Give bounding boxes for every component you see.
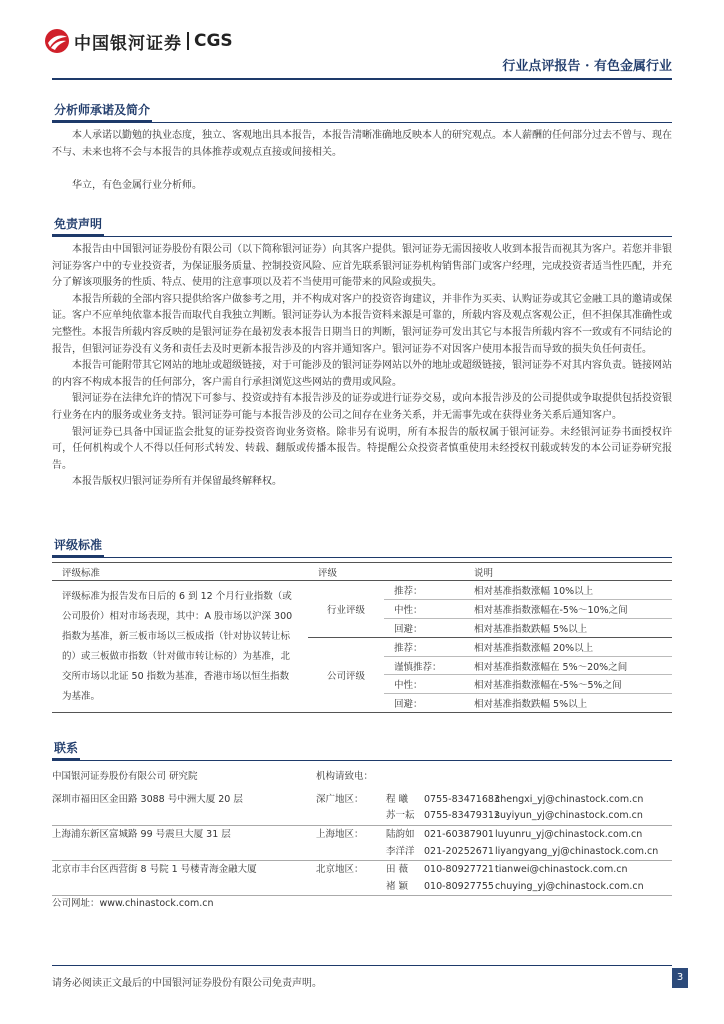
logo-text-en: CGS xyxy=(194,31,233,51)
contact-region: 北京地区： xyxy=(316,864,364,875)
page-number: 3 xyxy=(672,968,688,988)
logo-text-cn: 中国银河证券 xyxy=(74,33,182,54)
company-logo xyxy=(44,28,233,54)
rating-grade: 谨慎推荐： xyxy=(384,656,464,675)
rating-grade: 推荐： xyxy=(384,581,464,600)
contact-email-link[interactable]: luyunru_yj@chinastock.com.cn xyxy=(495,829,643,840)
company-website-link[interactable]: 公司网址：www.chinastock.com.cn xyxy=(52,898,214,909)
company-rating-label: 公司评级 xyxy=(308,637,384,713)
rating-grade-desc: 相对基准指数涨幅在 5%～20%之间 xyxy=(464,656,672,675)
institution-contact-label: 机构请致电： xyxy=(316,771,374,782)
rating-grade: 推荐： xyxy=(384,637,464,656)
contact-divider xyxy=(52,895,672,896)
contact-email-link[interactable]: tianwei@chinastock.com.cn xyxy=(495,864,628,875)
office-address: 北京市丰台区西营街 8 号院 1 号楼青海金融大厦 xyxy=(52,864,257,875)
contact-phone: 010-80927755 xyxy=(424,881,494,892)
analyst-commitment-text: 本人承诺以勤勉的执业态度，独立、客观地出具本报告，本报告清晰准确地反映本人的研究观点。本人薪酬的任何部分过去不曾与、现在不与、未来也将不会与本报告的具体推荐或观点直接或间接相关。 xyxy=(52,130,672,158)
contact-row xyxy=(52,793,672,807)
rating-grade: 回避： xyxy=(384,694,464,713)
rating-grade-desc: 相对基准指数涨幅在-5%～10%之间 xyxy=(464,599,672,618)
contact-phone: 010-80927721 xyxy=(424,864,494,875)
rating-grade: 中性： xyxy=(384,675,464,694)
rating-grade: 回避： xyxy=(384,618,464,637)
contact-header-row xyxy=(52,770,672,784)
contact-region: 上海地区： xyxy=(316,829,364,840)
section-title-disclaimer: 免责声明 xyxy=(52,214,672,237)
rating-grade-desc: 相对基准指数跌幅 5%以上 xyxy=(464,694,672,713)
contact-name: 褚 颖 xyxy=(386,881,409,892)
disclaimer-para-6: 本报告版权归银河证券所有并保留最终解释权。 xyxy=(72,476,282,488)
contact-name: 李洋洋 xyxy=(386,846,415,857)
disclaimer-para-5: 银河证券已具备中国证监会批复的证券投资咨询业务资格。除非另有说明，所有本报告的版权属于银河证券。未经银河证券书面授权许可，任何机构或个人不得以任何形式转发、转载、翻版或传播本报告。特提醒公众投资者慎重使用未经授权刊载或转发的本公司证券研究报告。 xyxy=(52,426,672,471)
contact-divider xyxy=(52,825,672,826)
disclaimer-body xyxy=(52,242,672,491)
contact-row xyxy=(52,828,672,842)
logo-divider xyxy=(187,32,189,50)
rating-grade-desc: 相对基准指数跌幅 5%以上 xyxy=(464,618,672,637)
contact-phone: 0755-83471683 xyxy=(424,794,500,805)
col-header-grade-value xyxy=(384,563,464,581)
col-header-standard: 评级标准 xyxy=(52,563,308,581)
contact-phone: 0755-83479312 xyxy=(424,810,500,821)
office-address: 上海浦东新区富城路 99 号震旦大厦 31 层 xyxy=(52,829,231,840)
analyst-intro-text: 华立，有色金属行业分析师。 xyxy=(72,180,202,191)
col-header-grade: 评级 xyxy=(308,563,384,581)
rating-grade-desc: 相对基准指数涨幅 20%以上 xyxy=(464,637,672,656)
footer-divider xyxy=(52,965,672,966)
table-row xyxy=(52,581,672,600)
report-type-label: 行业点评报告 · 有色金属行业 xyxy=(502,59,672,74)
contact-name: 苏一耘 xyxy=(386,810,415,821)
contact-row xyxy=(52,880,672,894)
disclaimer-para-3: 本报告可能附带其它网站的地址或超级链接，对于可能涉及的银河证券网站以外的地址或超级链接，银河证券不对其内容负责。链接网站的内容不构成本报告的任何部分，客户需自行承担浏览这些网站的费用或风险。 xyxy=(52,360,672,388)
rating-table xyxy=(52,562,672,713)
disclaimer-para-1: 本报告由中国银河证券股份有限公司（以下简称银河证券）向其客户提供。银河证券无需因接收人收到本报告而视其为客户。若您并非银河证券客户中的专业投资者，为保证服务质量、控制投资风险、应首先联系银河证券机构销售部门或客户经理，完成投资者适当性匹配，并充分了解该项服务的性质、特点、使用的注意事项以及若不当使用可能带来的风险或损失。 xyxy=(52,244,672,289)
research-institute-name: 中国银河证券股份有限公司 研究院 xyxy=(52,771,198,782)
footer-disclaimer-note: 请务必阅读正文最后的中国银河证券股份有限公司免责声明。 xyxy=(52,978,322,989)
section-title-rating: 评级标准 xyxy=(52,535,672,558)
contact-email-link[interactable]: chuying_yj@chinastock.com.cn xyxy=(495,881,644,892)
contact-phone: 021-20252671 xyxy=(424,846,494,857)
section-title-analyst: 分析师承诺及简介 xyxy=(52,100,672,123)
col-header-desc: 说明 xyxy=(464,563,672,581)
header-divider xyxy=(52,78,672,80)
disclaimer-para-2: 本报告所载的全部内容只提供给客户做参考之用，并不构成对客户的投资咨询建议，并非作为买卖、认购证券或其它金融工具的邀请或保证。客户不应单纯依靠本报告而取代自我独立判断。银河证券认为本报告资料来源是可靠的，所载内容及观点客观公正，但不担保其准确性或完整性。本报告所载内容反映的是银河证券在最初发表本报告日期当日的判断，银河证券可发出其它与本报告所载内容不一致或有不同结论的报告，但银河证券没有义务和责任去及时更新本报告涉及的内容并通知客户。银河证券不对因客户使用本报告而导致的损失负任何责任。 xyxy=(52,293,672,355)
contact-row xyxy=(52,845,672,859)
rating-standard-description: 评级标准为报告发布日后的 6 到 12 个月行业指数（或公司股价）相对市场表现，其中：A 股市场以沪深 300 指数为基准，新三板市场以三板成指（针对协议转让标的）或三板做市指数（针对做市转让标的）为基准，北交所市场以北证 50 指数为基准，香港市场以恒生指数为基准。 xyxy=(52,581,308,713)
section-title-contact: 联系 xyxy=(52,738,672,761)
contact-name: 陆韵如 xyxy=(386,829,415,840)
contact-divider xyxy=(52,860,672,861)
rating-grade: 中性： xyxy=(384,599,464,618)
contact-region: 深广地区： xyxy=(316,794,364,805)
contact-row xyxy=(52,809,672,823)
galaxy-logo-icon xyxy=(44,28,70,54)
rating-grade-desc: 相对基准指数涨幅 10%以上 xyxy=(464,581,672,600)
contact-phone: 021-60387901 xyxy=(424,829,494,840)
rating-grade-desc: 相对基准指数涨幅在-5%～5%之间 xyxy=(464,675,672,694)
contact-email-link[interactable]: suyiyun_yj@chinastock.com.cn xyxy=(495,810,643,821)
contact-email-link[interactable]: liyangyang_yj@chinastock.com.cn xyxy=(495,846,659,857)
industry-rating-label: 行业评级 xyxy=(308,581,384,638)
contact-row xyxy=(52,863,672,877)
contact-email-link[interactable]: chengxi_yj@chinastock.com.cn xyxy=(495,794,644,805)
contact-name: 田 薇 xyxy=(386,864,409,875)
contact-name: 程 曦 xyxy=(386,794,409,805)
website-row xyxy=(52,897,672,911)
office-address: 深圳市福田区金田路 3088 号中洲大厦 20 层 xyxy=(52,794,243,805)
disclaimer-para-4: 银河证券在法律允许的情况下可参与、投资或持有本报告涉及的证券或进行证券交易，或向本报告涉及的公司提供或争取提供包括投资银行业务在内的服务或业务支持。银河证券可能与本报告涉及的公司之间存在业务关系，并无需事先或在获得业务关系后通知客户。 xyxy=(52,393,672,421)
rating-table-header xyxy=(52,563,672,581)
